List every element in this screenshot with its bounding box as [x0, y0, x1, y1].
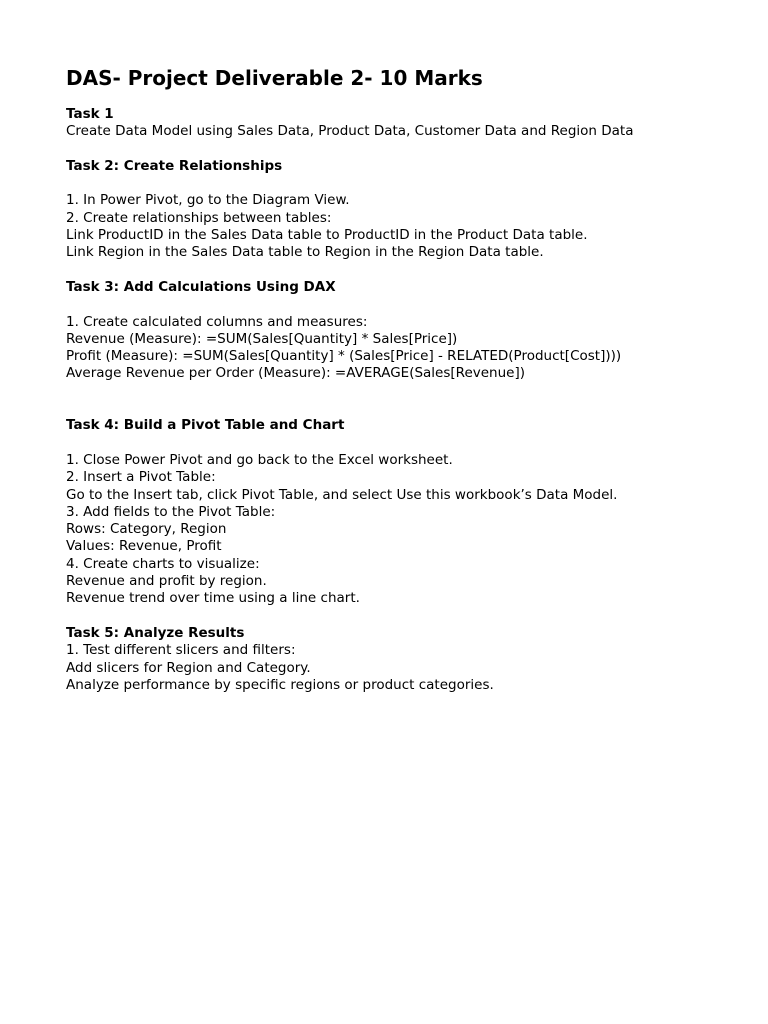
- task3-line: Profit (Measure): =SUM(Sales[Quantity] * (Sales[Price] - RELATED(Product[Cost]))): [66, 348, 622, 365]
- spacer: [66, 175, 768, 192]
- task4-line: Values: Revenue, Profit: [66, 538, 222, 555]
- task4-line: 4. Create charts to visualize:: [66, 555, 260, 572]
- task2-line: 1. In Power Pivot, go to the Diagram View.: [66, 192, 350, 209]
- task2-line: Link ProductID in the Sales Data table to ProductID in the Product Data table.: [66, 227, 588, 244]
- task2-heading: Task 2: Create Relationships: [66, 157, 283, 174]
- task2-line: Link Region in the Sales Data table to Region in the Region Data table.: [66, 244, 544, 261]
- spacer: [66, 383, 768, 418]
- task4-heading: Task 4: Build a Pivot Table and Chart: [66, 417, 345, 434]
- task4-line: Revenue and profit by region.: [66, 573, 267, 590]
- task4-line: Go to the Insert tab, click Pivot Table, and select Use this workbook’s Data Model.: [66, 486, 618, 503]
- spacer: [66, 435, 768, 452]
- task4-line: 1. Close Power Pivot and go back to the Excel worksheet.: [66, 451, 453, 468]
- task5-line: Add slicers for Region and Category.: [66, 659, 311, 676]
- spacer: [66, 608, 768, 625]
- task1-line: Create Data Model using Sales Data, Product Data, Customer Data and Region Data: [66, 123, 634, 140]
- task4-line: Rows: Category, Region: [66, 521, 227, 538]
- task1-heading: Task 1: [66, 106, 114, 122]
- document-title: DAS- Project Deliverable 2- 10 Marks: [66, 66, 483, 90]
- spacer: [66, 262, 768, 279]
- task3-line: 1. Create calculated columns and measures:: [66, 313, 368, 330]
- task4-line: Revenue trend over time using a line chart.: [66, 590, 360, 607]
- task3-line: Revenue (Measure): =SUM(Sales[Quantity] * Sales[Price]): [66, 330, 458, 347]
- task2-line: 2. Create relationships between tables:: [66, 209, 332, 226]
- task4-line: 2. Insert a Pivot Table:: [66, 469, 216, 486]
- task5-line: 1. Test different slicers and filters:: [66, 642, 296, 659]
- spacer: [66, 296, 768, 313]
- task4-line: 3. Add fields to the Pivot Table:: [66, 503, 276, 520]
- task5-line: Analyze performance by specific regions or product categories.: [66, 676, 494, 693]
- task3-heading: Task 3: Add Calculations Using DAX: [66, 278, 336, 295]
- spacer: [66, 141, 768, 158]
- task5-heading: Task 5: Analyze Results: [66, 624, 245, 641]
- task3-line: Average Revenue per Order (Measure): =AVERAGE(Sales[Revenue]): [66, 365, 525, 382]
